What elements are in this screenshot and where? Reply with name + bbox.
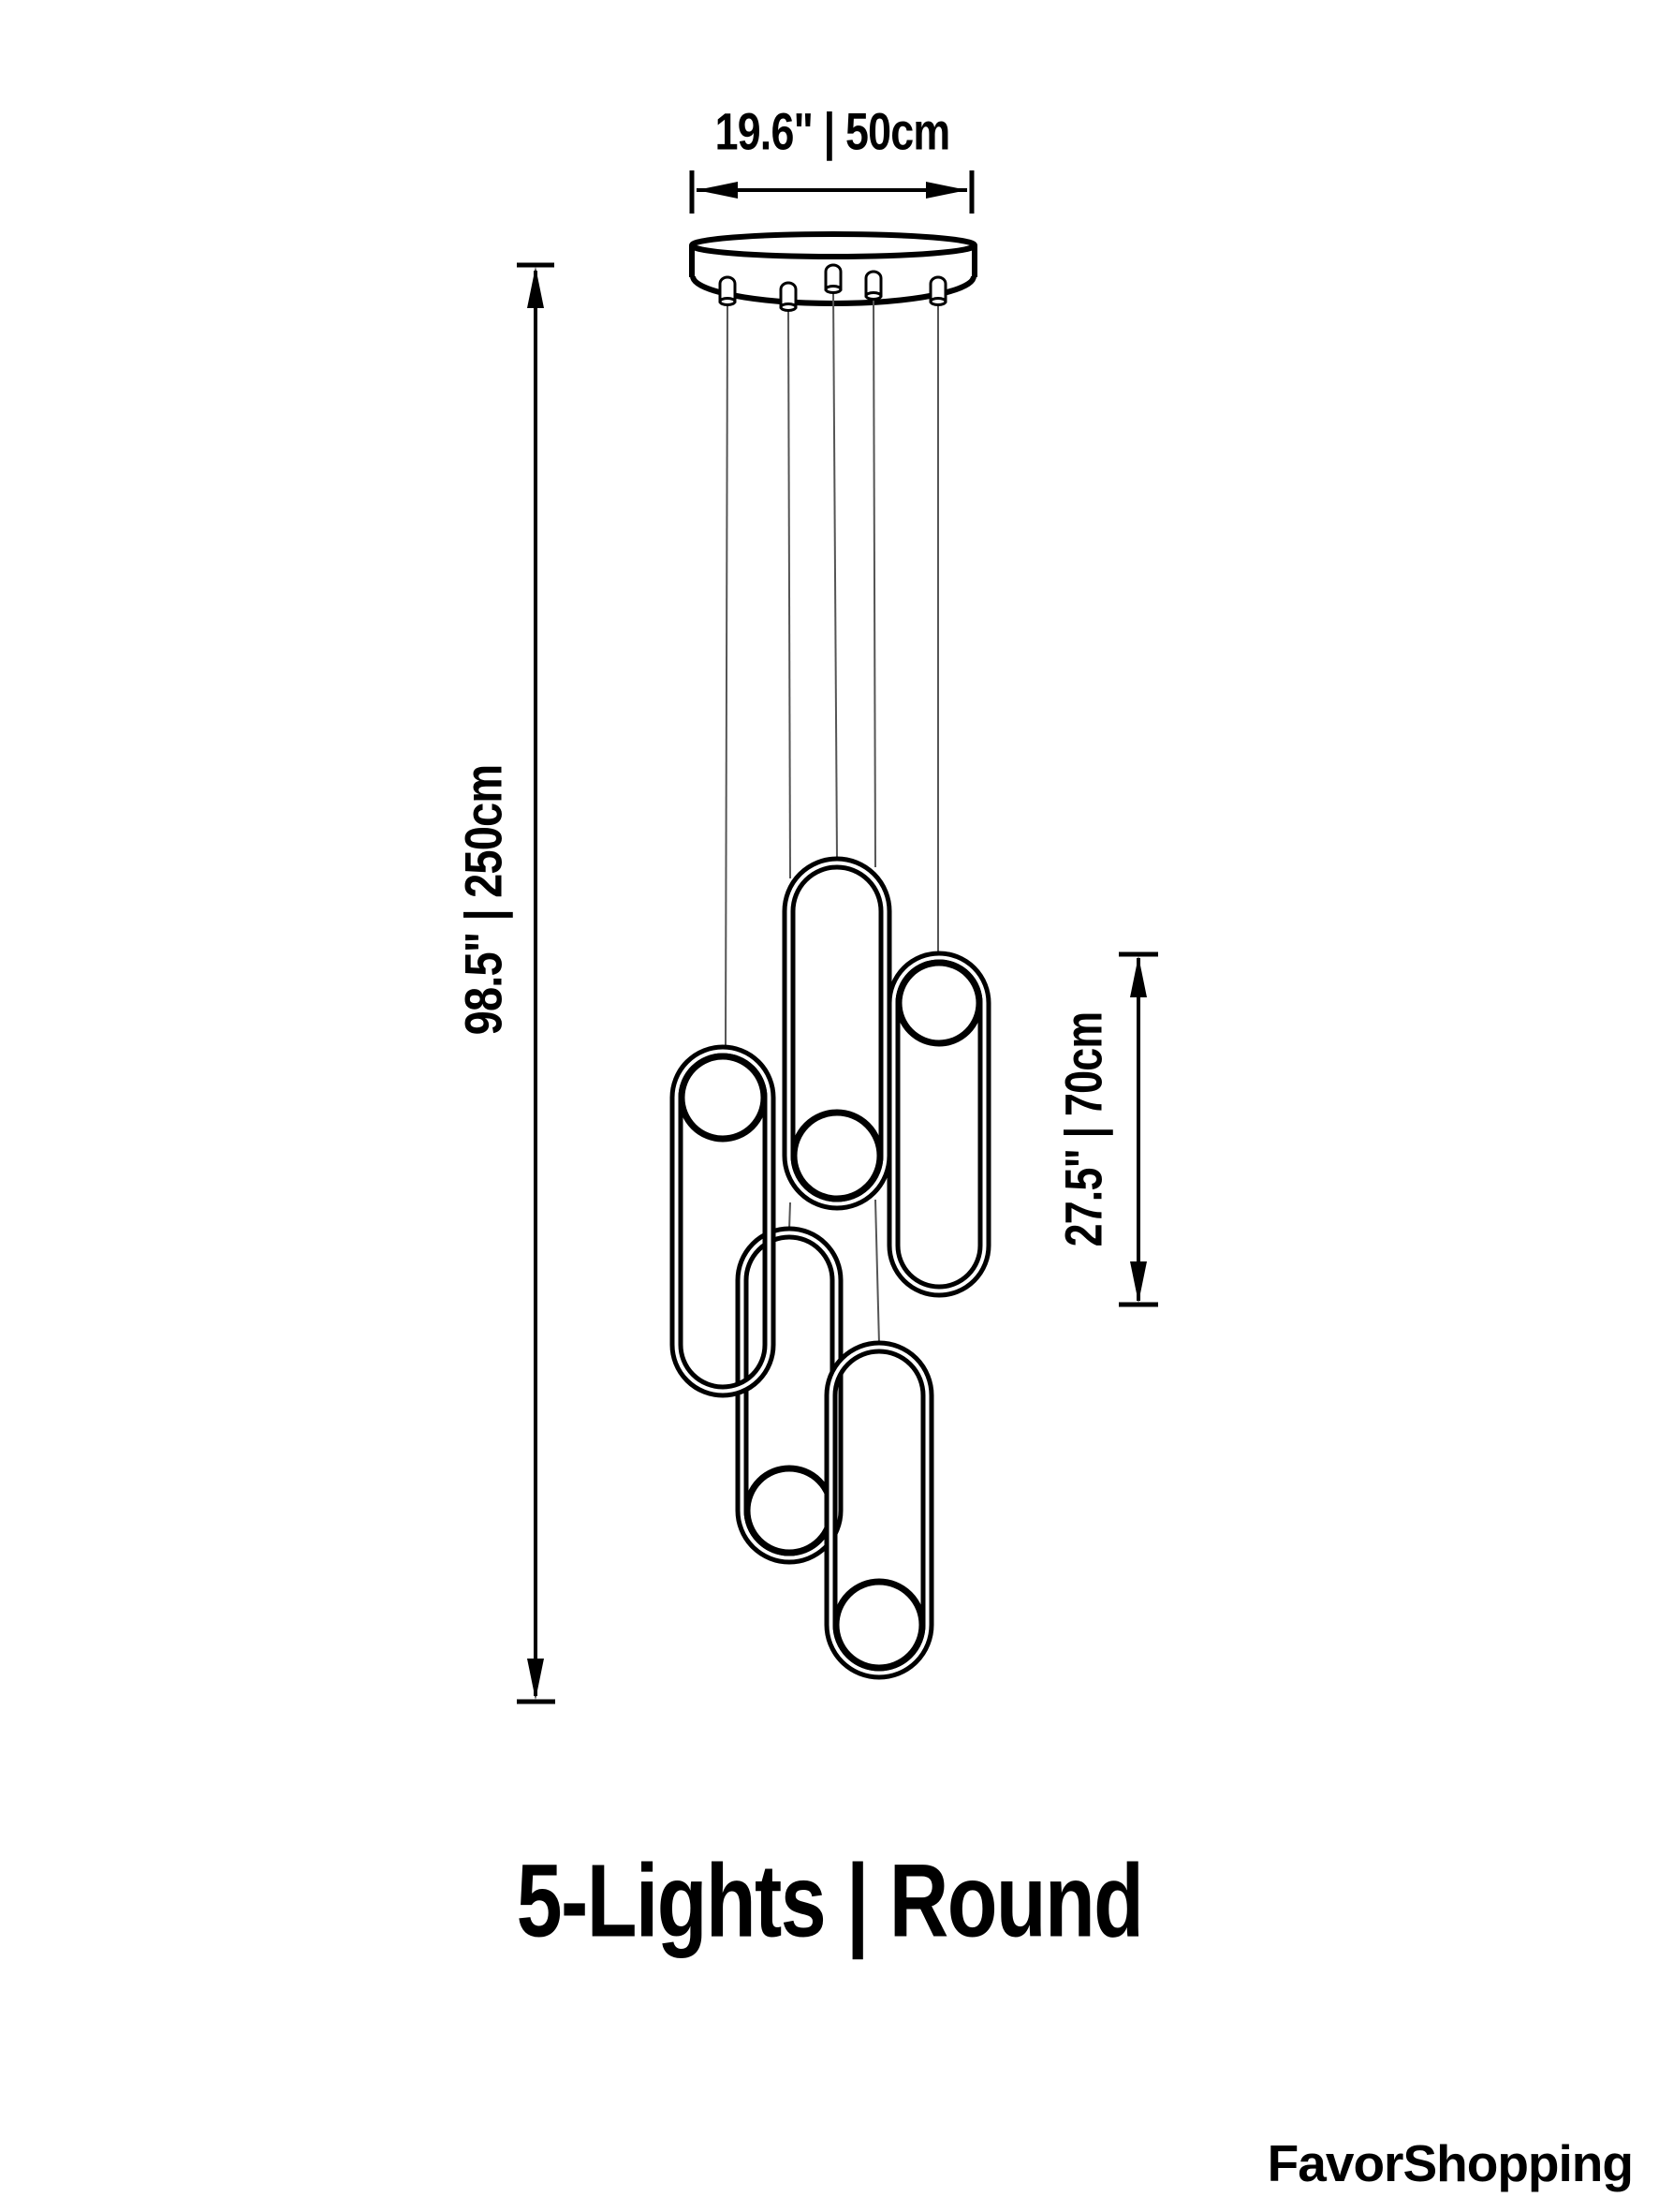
total-drop-label: 98.5" | 250cm xyxy=(453,764,513,1036)
pendant-1 xyxy=(785,859,889,1208)
diagram-title: 5-Lights | Round xyxy=(516,1843,1143,1959)
cord-grip-4 xyxy=(866,272,881,300)
cord-4-lower xyxy=(875,1200,879,1344)
brand-watermark: FavorShopping xyxy=(1267,2134,1633,2192)
dimension-canopy-width xyxy=(692,170,972,214)
dim-top-arrow-right xyxy=(926,182,967,199)
pendant-4-globe xyxy=(747,1468,831,1553)
cord-3 xyxy=(833,289,837,860)
cord-grip-5 xyxy=(931,277,946,305)
dimension-pendant-height xyxy=(1119,954,1158,1305)
pendant-3-globe xyxy=(682,1056,764,1139)
cord-4-upper xyxy=(874,296,875,867)
pendant-3 xyxy=(672,1047,773,1395)
cord-grip-3 xyxy=(826,265,841,293)
canopy-top-rim xyxy=(692,234,975,257)
cord-2-upper xyxy=(788,307,790,878)
pendant-2 xyxy=(889,953,989,1295)
cord-grip-2 xyxy=(781,283,796,311)
canopy-width-label: 19.6" | 50cm xyxy=(714,101,950,161)
pendant-2-globe xyxy=(899,963,979,1043)
dim-left-arrow-up xyxy=(527,267,544,308)
pendant-height-label: 27.5" | 70cm xyxy=(1053,1011,1113,1247)
cord-1 xyxy=(726,302,727,1048)
dimension-total-drop xyxy=(517,265,555,1702)
pendant-1-globe xyxy=(794,1113,880,1199)
dim-top-arrow-left xyxy=(697,182,738,199)
dim-left-arrow-down xyxy=(527,1659,544,1700)
pendant-5-globe xyxy=(836,1582,922,1668)
dim-right-arrow-up xyxy=(1130,956,1147,997)
cord-2-lower xyxy=(789,1202,790,1230)
dim-right-arrow-down xyxy=(1130,1261,1147,1303)
cord-grip-1 xyxy=(720,277,735,305)
